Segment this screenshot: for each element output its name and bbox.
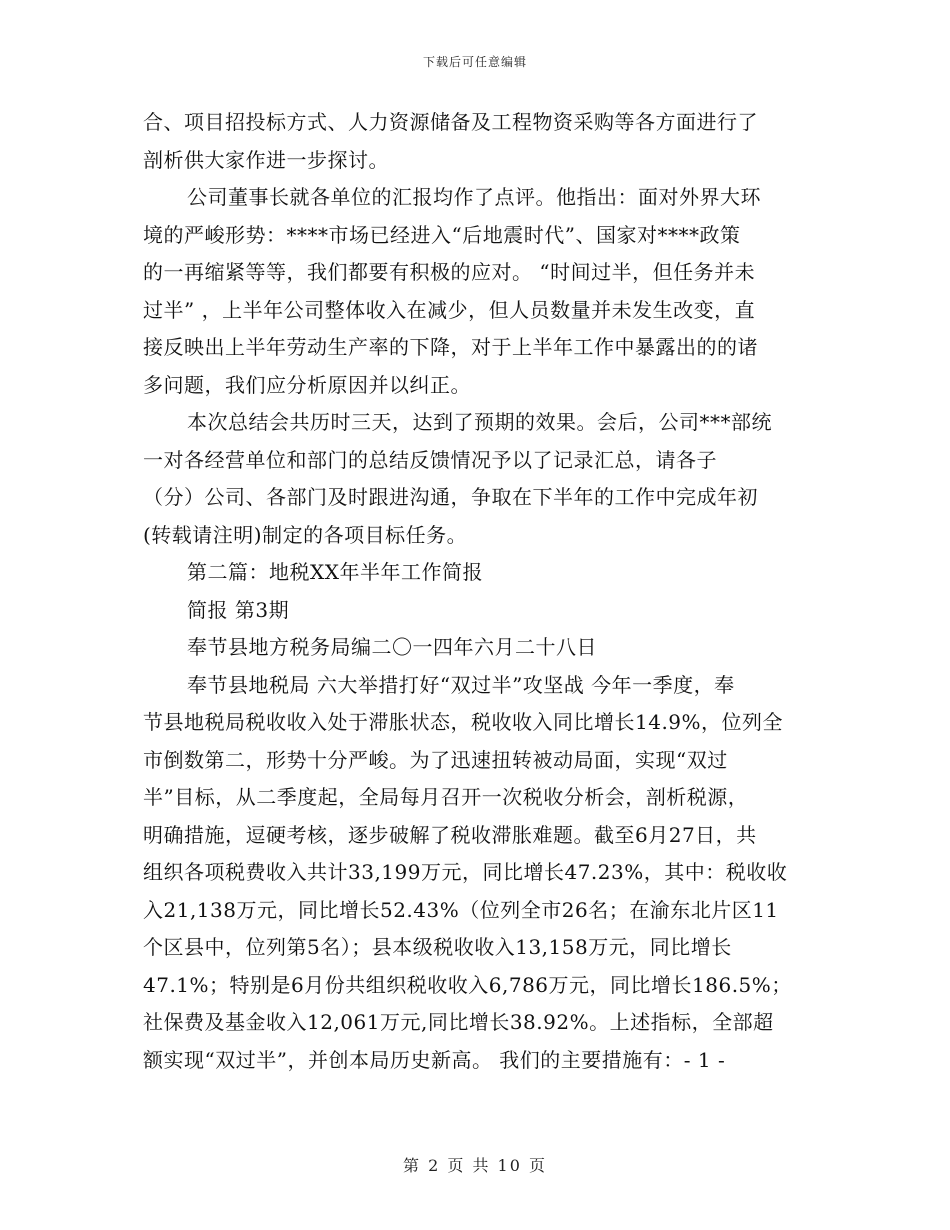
text-line: 入21,138万元，同比增长52.43%（位列全市26名；在渝东北片区11 (143, 897, 779, 922)
page-header: 下载后可任意编辑 (422, 55, 527, 69)
bulletin-byline: 奉节县地方税务局编二〇一四年六月二十八日 (187, 635, 597, 659)
text-line: 半”目标，从二季度起，全局每月召开一次税收分析会，剖析税源， (143, 785, 749, 809)
text-line: 额实现“双过半”，并创本局历史新高。 我们的主要措施有：- 1 - (143, 1047, 726, 1072)
bulletin-issue: 简报 第3期 (187, 597, 290, 622)
text-line: 个区县中，位列第5名）；县本级税收收入13,158万元，同比增长 (143, 935, 732, 959)
text-line: 公司董事长就各单位的汇报均作了点评。他指出：面对外界大环 (187, 185, 761, 209)
text-line: 47.1%；特别是6月份共组织税收收入6,786万元，同比增长186.5%； (143, 972, 792, 997)
text-line: 境的严峻形势：****市场已经进入“后地震时代”、国家对****政策 (143, 222, 741, 247)
text-line: 市倒数第二，形势十分严峻。为了迅速扭转被动局面，实现“双过 (143, 747, 728, 772)
text-line: 明确措施，逗硬考核，逐步破解了税收滞胀难题。截至6月27日，共 (143, 822, 757, 847)
text-line: 组织各项税费收入共计33,199万元，同比增长47.23%，其中：税收收 (143, 860, 788, 884)
text-line: (转载请注明)制定的各项目标任务。 (143, 522, 468, 547)
body-text (143, 104, 807, 1079)
text-line: 奉节县地税局 六大举措打好“双过半”攻坚战 今年一季度，奉 (187, 672, 735, 697)
text-line: 合、项目招投标方式、人力资源储备及工程物资采购等各方面进行了 (143, 110, 758, 134)
text-line: 的一再缩紧等等，我们都要有积极的应对。 “时间过半，但任务并未 (143, 260, 756, 284)
page-footer: 第 2 页 共 10 页 (403, 1156, 547, 1175)
text-line: 节县地税局税收收入处于滞胀状态，税收收入同比增长14.9%，位列全 (143, 710, 784, 734)
text-line: 一对各经营单位和部门的总结反馈情况予以了记录汇总，请各子 (143, 447, 717, 472)
section-heading: 第二篇：地税XX年半年工作简报 (187, 560, 483, 584)
text-line: 社保费及基金收入12,061万元,同比增长38.92%。上述指标，全部超 (143, 1010, 774, 1034)
text-line: （分）公司、各部门及时跟进沟通，争取在下半年的工作中完成年初 (143, 485, 758, 509)
text-line: 剖析供大家作进一步探讨。 (143, 147, 389, 172)
text-line: 多问题，我们应分析原因并以纠正。 (143, 372, 471, 397)
text-line: 本次总结会共历时三天，达到了预期的效果。会后，公司***部统 (187, 410, 772, 434)
text-line: 接反映出上半年劳动生产率的下降，对于上半年工作中暴露出的的诸 (143, 335, 758, 359)
text-line: 过半” ，上半年公司整体收入在减少，但人员数量并未发生改变，直 (143, 297, 756, 322)
